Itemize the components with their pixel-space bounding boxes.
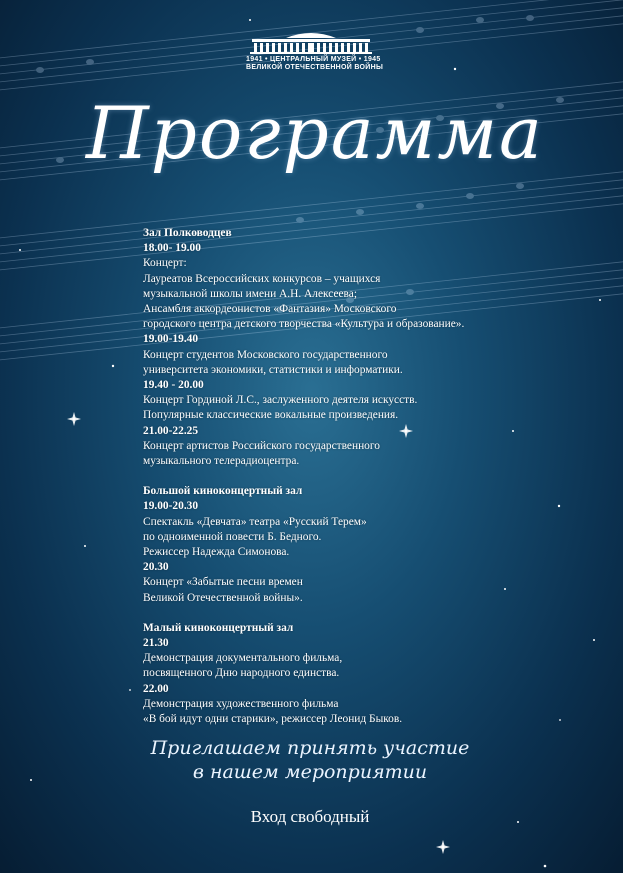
invitation-text xyxy=(110,736,510,784)
event-description: Демонстрация художественного фильма xyxy=(143,697,339,710)
event-description: Режиссер Надежда Симонова. xyxy=(143,546,290,559)
event-description: Ансамбля аккордеонистов «Фантазия» Московского xyxy=(143,303,397,316)
event-description: музыкального телерадиоцентра. xyxy=(143,455,300,468)
event-description: городского центра детского творчества «Культура и образование». xyxy=(143,318,465,331)
event-description: по одноименной повести Б. Бедного. xyxy=(143,530,322,543)
event-time: 21.30 xyxy=(143,637,169,650)
invitation-line-1: Приглашаем принять участие xyxy=(150,737,470,759)
logo-years-line: 1941 • ЦЕНТРАЛЬНЫЙ МУЗЕЙ • 1945 xyxy=(246,56,381,63)
event-time: 18.00- 19.00 xyxy=(143,242,201,255)
event-description: Популярные классические вокальные произведения. xyxy=(143,409,399,422)
event-description: посвященного Дню народного единства. xyxy=(143,667,340,680)
event-description: Спектакль «Девчата» театра «Русский Терем» xyxy=(143,515,367,528)
museum-logo xyxy=(246,30,384,72)
event-description: Концерт «Забытые песни времен xyxy=(143,576,303,589)
event-description: музыкальной школы имени А.Н. Алексеева; xyxy=(143,287,358,300)
free-entry-text: Вход свободный xyxy=(250,807,370,826)
event-description: Концерт артистов Российского государственного xyxy=(143,439,380,452)
event-time: 19.00-19.40 xyxy=(143,333,199,346)
event-description: университета экономики, статистики и информатики. xyxy=(143,363,403,376)
section-gap xyxy=(143,469,563,484)
invitation-line-2: в нашем мероприятии xyxy=(192,761,428,783)
page-title: Программа xyxy=(86,91,544,175)
museum-building-icon xyxy=(246,30,376,56)
event-description: Концерт студентов Московского государственного xyxy=(143,348,388,361)
event-time: 19.00-20.30 xyxy=(143,500,199,513)
section-gap xyxy=(143,606,563,621)
event-description: Лауреатов Всероссийских конкурсов – учащихся xyxy=(143,272,381,285)
event-time: 20.30 xyxy=(143,561,169,574)
program-schedule xyxy=(143,226,563,727)
hall-heading: Малый киноконцертный зал xyxy=(143,621,294,634)
event-time: 19.40 - 20.00 xyxy=(143,379,204,392)
event-time: 22.00 xyxy=(143,682,169,695)
event-description: «В бой идут одни старики», режиссер Леонид Быков. xyxy=(143,713,403,726)
event-description: Демонстрация документального фильма, xyxy=(143,652,343,665)
event-description: Великой Отечественной войны». xyxy=(143,591,303,604)
event-description: Концерт: xyxy=(143,257,187,270)
hall-heading: Зал Полководцев xyxy=(143,227,232,239)
event-time: 21.00-22.25 xyxy=(143,424,199,437)
logo-museum-name: ВЕЛИКОЙ ОТЕЧЕСТВЕННОЙ ВОЙНЫ xyxy=(246,64,384,71)
event-description: Концерт Гординой Л.С., заслуженного деятеля искусств. xyxy=(143,394,418,407)
hall-heading: Большой киноконцертный зал xyxy=(143,485,303,498)
